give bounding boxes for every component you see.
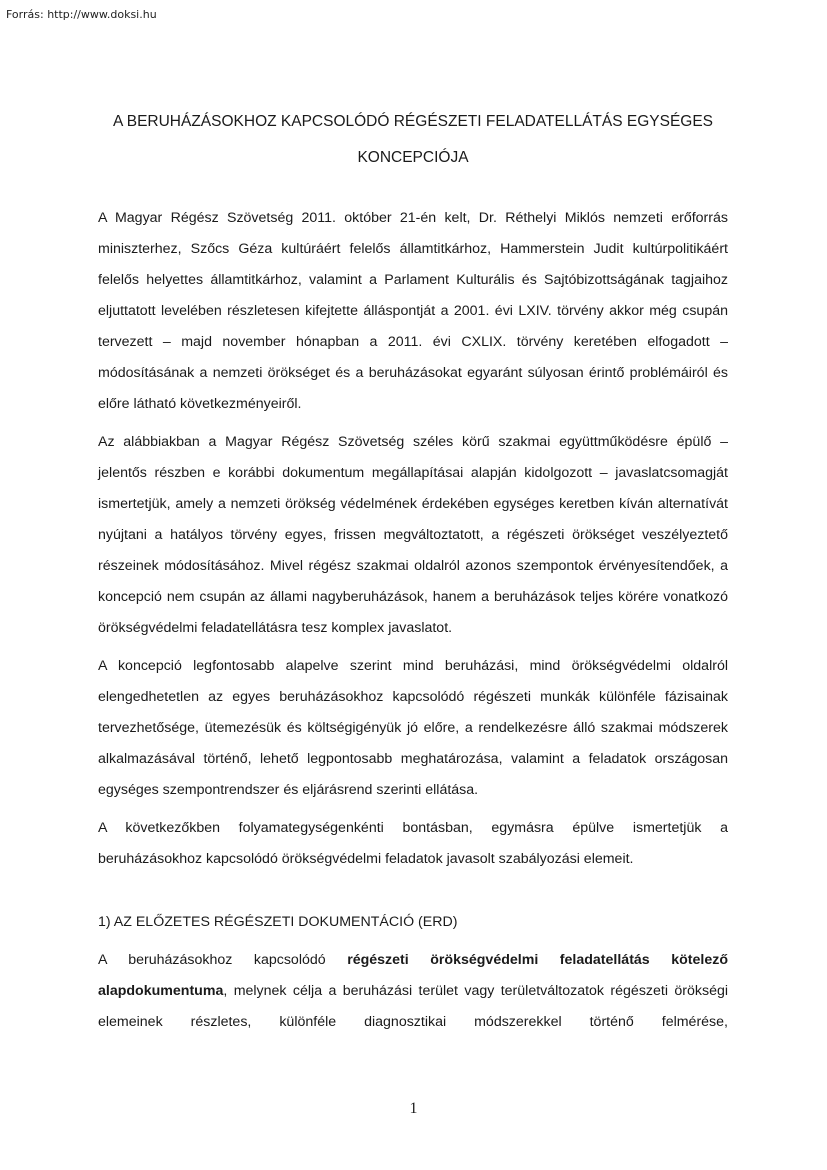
paragraph-proposal: Az alábbiakban a Magyar Régész Szövetség széles körű szakmai együttműködésre épülő – jelentős részben e korábbi dokumentum megállapításai alapján kidolgozott – javaslatcsomagját ismertetjük, amely a nemzeti örökség védelmének érdekében egységes keretben kíván alternatívát nyújtani a hatályos törvény egyes, frissen megváltoztatott, a régészeti örökséget veszélyeztető részeinek módosításához. Mivel régész szakmai oldalról azonos szempontok érvényesítendőek, a koncepció nem csupán az állami nagyberuházások, hanem a beruházások teljes körére vonatkozó örökségvédelmi feladatellátásra tesz komplex javaslatot. [98,434,728,636]
section-text-part1: A beruházásokhoz kapcsolódó [98,952,348,968]
section-text-part2: , melynek célja a beruházási terület vagy területváltozatok régészeti örökségi elemeinek részletes, különféle diagnosztikai módszerekkel történő felmérése, [98,983,728,1030]
paragraph-intro: A Magyar Régész Szövetség 2011. október 21-én kelt, Dr. Réthelyi Miklós nemzeti erőforrás miniszterhez, Szőcs Géza kultúráért felelős államtitkárhoz, Hammerstein Judit kultúrpolitikáért felelős helyettes államtitkárhoz, valamint a Parlament Kulturális és Sajtóbizottságának tagjaihoz eljuttatott levelében részletesen kifejtette álláspontját a 2001. évi LXIV. törvény akkor még csupán tervezett – majd november hónapban a 2011. évi CXLIX. törvény keretében elfogadott – módosításának a nemzeti örökséget és a beruházásokat egyaránt súlyosan érintő problémáiról és előre látható következményeiről. [98,210,728,412]
paragraph-overview: A következőkben folyamategységenkénti bontásban, egymásra épülve ismertetjük a beruházásokhoz kapcsolódó örökségvédelmi feladatok javasolt szabályozási elemeit. [98,820,728,867]
paragraph-principle: A koncepció legfontosabb alapelve szerint mind beruházási, mind örökségvédelmi oldalról elengedhetetlen az egyes beruházásokhoz kapcsolódó régészeti munkák különféle fázisainak tervezhetősége, ütemezésük és költségigényük jó előre, a rendelkezésre álló szakmai módszerek alkalmazásával történő, lehető legpontosabb meghatározása, valamint a feladatok országosan egységes szempontrendszer és eljárásrend szerinti ellátása. [98,658,728,798]
title-line-1: A BERUHÁZÁSOKHOZ KAPCSOLÓDÓ RÉGÉSZETI FELADATELLÁTÁS EGYSÉGES [112,113,714,130]
section-text-bold: régészeti örökségvédelmi feladatellátás kötelező alapdokumentuma [98,952,728,999]
document-body [98,203,728,1045]
title-line-2: KONCEPCIÓJA [357,149,469,166]
page-number: 1 [409,1100,418,1117]
page-title [98,104,728,176]
section-paragraph [98,945,728,1038]
source-url: Forrás: http://www.doksi.hu [6,8,157,21]
section-heading: 1) AZ ELŐZETES RÉGÉSZETI DOKUMENTÁCIÓ (ERD) [98,914,458,930]
